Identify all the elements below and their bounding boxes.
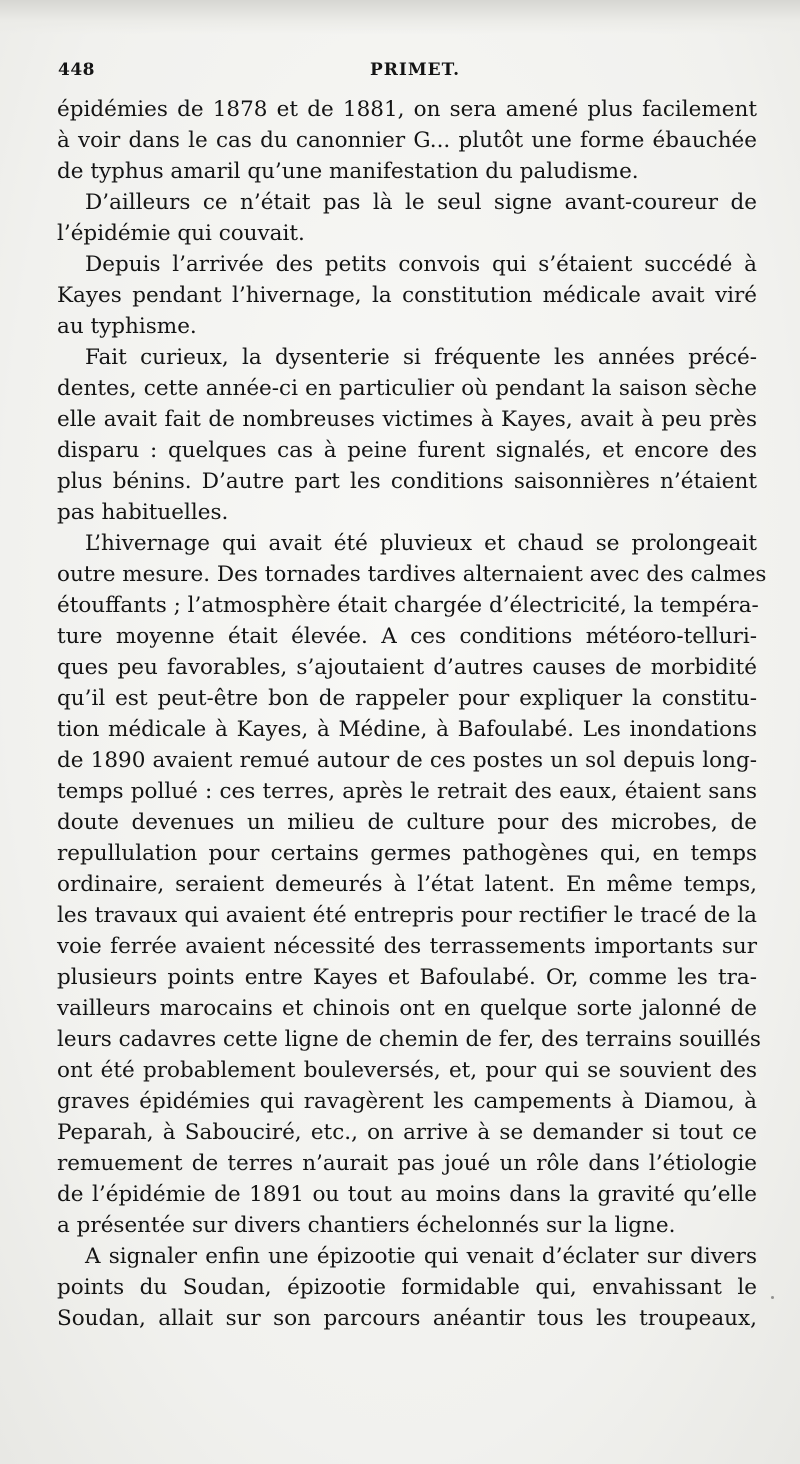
text-line: étouffants ; l’atmosphère était chargée d’électricité, la tempéra- — [57, 593, 759, 618]
text-line: leurs cadavres cette ligne de chemin de fer, des terrains souillés — [57, 1027, 761, 1052]
text-line: épidémies de 1878 et de 1881, on sera amené plus facilement — [57, 97, 757, 122]
text-line: Depuis l’arrivée des petits convois qui s’étaient succédé à — [85, 252, 757, 277]
text-line: au typhisme. — [57, 314, 197, 339]
text-line: L’hivernage qui avait été pluvieux et chaud se prolongeait — [85, 531, 757, 556]
text-line: l’épidémie qui couvait. — [57, 221, 305, 246]
text-line: remuement de terres n’aurait pas joué un rôle dans l’étiologie — [57, 1151, 757, 1176]
text-line: ordinaire, seraient demeurés à l’état latent. En même temps, — [57, 872, 757, 897]
text-line: a présentée sur divers chantiers échelonnés sur la ligne. — [57, 1213, 676, 1238]
text-line: dentes, cette année-ci en particulier où pendant la saison sèche — [57, 376, 757, 401]
text-line: A signaler enfin une épizootie qui venait d’éclater sur divers — [85, 1244, 757, 1269]
text-line: ques peu favorables, s’ajoutaient d’autres causes de morbidité — [57, 655, 757, 680]
text-line: qu’il est peut-être bon de rappeler pour expliquer la constitu- — [57, 686, 757, 711]
page-top-shadow — [0, 0, 800, 34]
text-line: voie ferrée avaient nécessité des terrassements importants sur — [57, 934, 757, 959]
page-header — [58, 60, 758, 86]
text-line: de 1890 avaient remué autour de ces postes un sol depuis long- — [57, 748, 757, 773]
text-line: D’ailleurs ce n’était pas là le seul signe avant-coureur de — [85, 190, 757, 215]
text-line: temps pollué : ces terres, après le retrait des eaux, étaient sans — [57, 779, 757, 804]
text-line: doute devenues un milieu de culture pour des microbes, de — [57, 810, 757, 835]
text-line: à voir dans le cas du canonnier G... plutôt une forme ébauchée — [57, 128, 757, 153]
running-head: PRIMET. — [370, 60, 461, 80]
text-line: graves épidémies qui ravagèrent les campements à Diamou, à — [57, 1089, 757, 1114]
text-line: repullulation pour certains germes pathogènes qui, en temps — [57, 841, 757, 866]
text-line: plus bénins. D’autre part les conditions saisonnières n’étaient — [57, 469, 757, 494]
text-line: vailleurs marocains et chinois ont en quelque sorte jalonné de — [57, 996, 757, 1021]
page-number: 448 — [58, 60, 95, 80]
text-line: ont été probablement bouleversés, et, pour qui se souvient des — [57, 1058, 757, 1083]
text-line: outre mesure. Des tornades tardives alternaient avec des calmes — [57, 562, 767, 587]
text-line: Kayes pendant l’hivernage, la constitution médicale avait viré — [57, 283, 757, 308]
text-line: les travaux qui avaient été entrepris pour rectifier le tracé de la — [57, 903, 757, 928]
text-line: points du Soudan, épizootie formidable qui, envahissant le — [57, 1275, 757, 1300]
text-line: ture moyenne était élevée. A ces conditions météoro-telluri- — [57, 624, 757, 649]
text-line: Soudan, allait sur son parcours anéantir tous les troupeaux, — [57, 1306, 757, 1331]
text-line: Fait curieux, la dysenterie si fréquente les années précé- — [85, 345, 757, 370]
paper-speck — [771, 1296, 774, 1299]
text-line: elle avait fait de nombreuses victimes à Kayes, avait à peu près — [57, 407, 757, 432]
text-line: pas habituelles. — [57, 500, 229, 525]
text-line: de typhus amaril qu’une manifestation du paludisme. — [57, 159, 639, 184]
text-line: de l’épidémie de 1891 ou tout au moins dans la gravité qu’elle — [57, 1182, 757, 1207]
text-line: tion médicale à Kayes, à Médine, à Bafoulabé. Les inondations — [57, 717, 757, 742]
text-line: disparu : quelques cas à peine furent signalés, et encore des — [57, 438, 757, 463]
text-line: Peparah, à Sabouciré, etc., on arrive à se demander si tout ce — [57, 1120, 757, 1145]
text-line: plusieurs points entre Kayes et Bafoulabé. Or, comme les tra- — [57, 965, 757, 990]
body-text — [57, 94, 767, 1334]
